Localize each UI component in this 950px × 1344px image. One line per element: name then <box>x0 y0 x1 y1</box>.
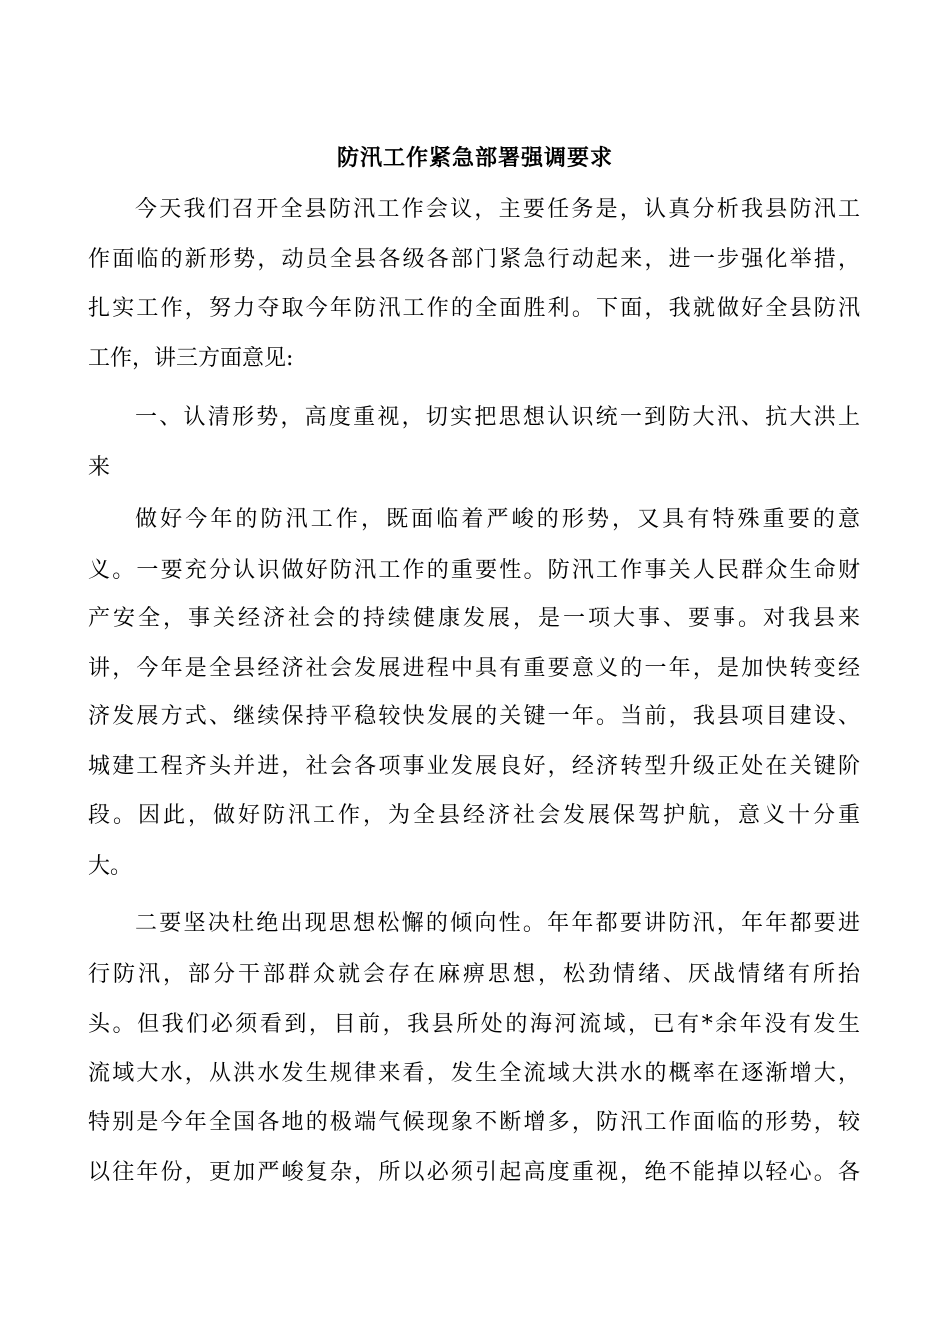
body-line: 流域大水，从洪水发生规律来看，发生全流域大洪水的概率在逐渐增大， <box>88 1061 860 1086</box>
body-line: 做好今年的防汛工作，既面临着严峻的形势，又具有特殊重要的意 <box>135 507 860 532</box>
body-line: 产安全，事关经济社会的持续健康发展，是一项大事、要事。对我县来 <box>88 606 860 631</box>
section-heading: 一、认清形势，高度重视，切实把思想认识统一到防大汛、抗大洪上 <box>135 405 860 430</box>
body-line: 以往年份，更加严峻复杂，所以必须引起高度重视，绝不能掉以轻心。各 <box>88 1160 860 1185</box>
body-line: 城建工程齐头并进，社会各项事业发展良好，经济转型升级正处在关键阶 <box>88 754 860 779</box>
body-line: 讲，今年是全县经济社会发展进程中具有重要意义的一年，是加快转变经 <box>88 656 860 681</box>
body-line: 今天我们召开全县防汛工作会议，主要任务是，认真分析我县防汛工 <box>135 197 860 222</box>
body-line: 义。一要充分认识做好防汛工作的重要性。防汛工作事关人民群众生命财 <box>88 558 860 583</box>
body-line: 头。但我们必须看到，目前，我县所处的海河流域，已有*余年没有发生 <box>88 1012 860 1037</box>
body-line: 特别是今年全国各地的极端气候现象不断增多，防汛工作面临的形势，较 <box>88 1110 860 1135</box>
body-line: 大。 <box>88 854 133 879</box>
body-line: 扎实工作，努力夺取今年防汛工作的全面胜利。下面，我就做好全县防汛 <box>88 296 860 321</box>
document-title: 防汛工作紧急部署强调要求 <box>336 145 613 171</box>
body-line: 行防汛，部分干部群众就会存在麻痹思想，松劲情绪、厌战情绪有所抬 <box>88 962 860 987</box>
body-line: 二要坚决杜绝出现思想松懈的倾向性。年年都要讲防汛，年年都要进 <box>135 911 860 936</box>
body-line: 段。因此，做好防汛工作，为全县经济社会发展保驾护航，意义十分重 <box>88 803 860 828</box>
body-line: 工作，讲三方面意见: <box>88 346 294 371</box>
section-heading: 来 <box>88 455 111 480</box>
body-line: 济发展方式、继续保持平稳较快发展的关键一年。当前，我县项目建设、 <box>88 704 860 729</box>
body-line: 作面临的新形势，动员全县各级各部门紧急行动起来，进一步强化举措， <box>88 247 860 272</box>
